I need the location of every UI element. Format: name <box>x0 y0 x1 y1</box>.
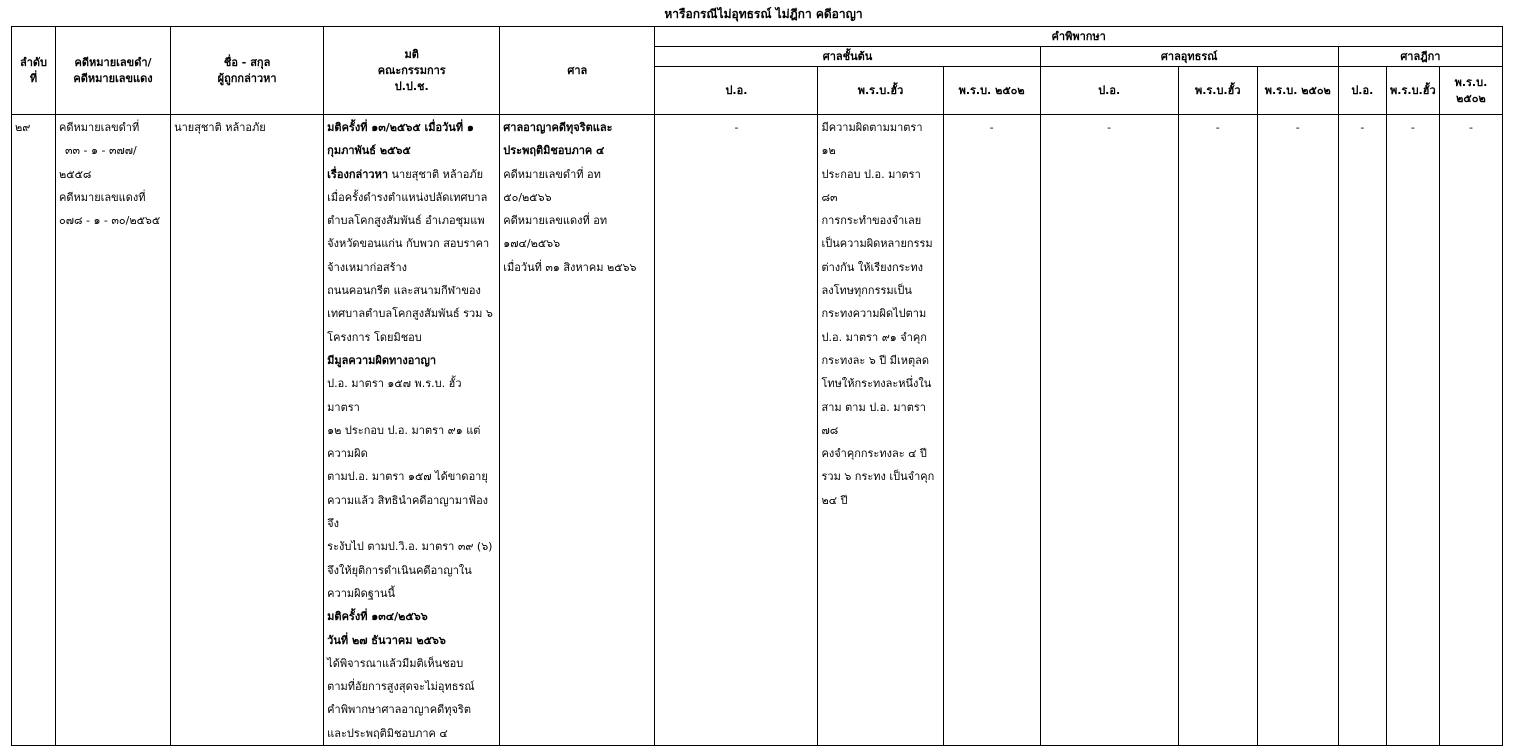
court-line-text: ๑๗๔/๒๕๖๖ <box>503 237 561 251</box>
header-resolution-line-2: คณะกรรมการ <box>377 63 446 77</box>
resolution-line-text: ความผิดฐานนี้ <box>327 586 396 600</box>
header-supreme-prb-2502 <box>1439 67 1502 115</box>
resolution-line <box>327 465 496 488</box>
first-prb-hua-line-text: เป็นความผิดหลายกรรม <box>821 237 933 251</box>
first-prb-hua-line <box>821 116 939 163</box>
resolution-line-text: ความแล้ว สิทธินำคดีอาญามาฟ้องจึง <box>327 493 489 531</box>
court-line-text: คดีหมายเลขดำที่ อท <box>503 167 601 181</box>
header-appeal-prb-hua: พ.ร.บ.ฮั้ว <box>1178 67 1257 115</box>
header-supreme-prb-hua: พ.ร.บ.ฮั้ว <box>1386 67 1439 115</box>
case-no-line <box>59 139 167 162</box>
first-prb-hua-line-text: ๒๔ ปี <box>821 493 848 507</box>
resolution-line <box>327 722 496 745</box>
header-name <box>171 27 324 115</box>
resolution-line <box>327 139 496 162</box>
first-prb-hua-line <box>821 256 939 279</box>
first-prb-hua-line-text: ลงโทษทุกกรรมเป็น <box>821 284 912 298</box>
first-prb-hua-line <box>821 442 939 465</box>
cell-first-po: - <box>655 115 818 746</box>
first-prb-hua-line-text: ประกอบ ป.อ. มาตรา ๘๓ <box>821 167 921 204</box>
first-prb-hua-line <box>821 279 939 302</box>
resolution-line <box>327 209 496 232</box>
header-appeal-court: ศาลอุทธรณ์ <box>1040 47 1338 67</box>
resolution-line-text: มติครั้งที่ ๑๓/๒๕๖๕ เมื่อวันที่ ๑ <box>327 121 474 134</box>
cell-court <box>500 115 655 746</box>
first-prb-hua-line-text: มีความผิดตามมาตรา ๑๒ <box>821 121 923 158</box>
header-supreme-prb-2502-line-2: ๒๕๐๒ <box>1456 91 1486 105</box>
header-supreme-court: ศาลฎีกา <box>1338 47 1502 67</box>
resolution-line-text: ๑๒ ประกอบ ป.อ. มาตรา ๙๑ แต่ <box>327 423 481 437</box>
cell-supreme-prb-2502: - <box>1439 115 1502 746</box>
header-name-line-1: ชื่อ - สกุล <box>223 55 271 69</box>
resolution-line <box>327 582 496 605</box>
resolution-line-text: และประพฤติมิชอบภาค ๔ <box>327 726 448 740</box>
header-judgment: คำพิพากษา <box>655 27 1503 47</box>
first-prb-hua-line-text: กระทงละ ๖ ปี มีเหตุลด <box>821 353 929 367</box>
cell-case-no <box>56 115 171 746</box>
header-supreme-prb-2502-line-1: พ.ร.บ. <box>1454 75 1488 89</box>
header-case-no-line-2: คดีหมายเลขแดง <box>73 71 153 85</box>
first-prb-hua-line <box>821 326 939 349</box>
resolution-line <box>327 675 496 698</box>
header-resolution-line-3: ป.ป.ช. <box>394 79 429 93</box>
first-prb-hua-line-text: ต่างกัน ให้เรียงกระทง <box>821 260 924 274</box>
header-appeal-prb-2502: พ.ร.บ. ๒๕๐๒ <box>1257 67 1338 115</box>
case-no-line-text: คดีหมายเลขแดงที่ <box>59 190 146 204</box>
resolution-line <box>327 163 496 186</box>
resolution-line-text: วันที่ ๒๗ ธันวาคม ๒๕๖๖ <box>327 633 446 647</box>
resolution-line <box>327 372 496 419</box>
resolution-line-text: มีมูลความผิดทางอาญา <box>327 353 437 367</box>
header-first-prb-hua: พ.ร.บ.ฮั้ว <box>818 67 943 115</box>
resolution-line-text: เมื่อครั้งดำรงตำแหน่งปลัดเทศบาล <box>327 190 488 204</box>
resolution-line-text: เทศบาลตำบลโคกสูงสัมพันธ์ รวม ๖ <box>327 307 493 321</box>
header-resolution-line-1: มติ <box>404 47 419 61</box>
resolution-line <box>327 629 496 652</box>
resolution-line <box>327 489 496 536</box>
cell-seq: ๒๙ <box>12 115 56 746</box>
case-no-line-text: คดีหมายเลขดำที่ <box>59 121 140 134</box>
header-resolution <box>324 27 500 115</box>
resolution-line-text: ป.อ. มาตรา ๑๕๗ พ.ร.บ. ฮั้ว มาตรา <box>327 377 462 414</box>
resolution-line-text: ตำบลโคกสูงสัมพันธ์ อำเภอชุมแพ <box>327 214 485 228</box>
first-prb-hua-line-text: สาม ตาม ป.อ. มาตรา ๗๘ <box>821 400 926 437</box>
court-line <box>503 186 651 209</box>
header-court: ศาล <box>500 27 655 115</box>
cell-appeal-prb-2502: - <box>1257 115 1338 746</box>
first-prb-hua-line-text: รวม ๖ กระทง เป็นจำคุก <box>821 470 935 484</box>
header-first-prb-2502: พ.ร.บ. ๒๕๐๒ <box>943 67 1040 115</box>
resolution-line <box>327 232 496 255</box>
header-seq-line-2: ที่ <box>29 71 38 85</box>
resolution-line <box>327 419 496 442</box>
resolution-line-text: จ้างเหมาก่อสร้าง <box>327 260 408 274</box>
case-no-line-text: ๓๓ - ๑ - ๓๗๗/ <box>65 144 137 158</box>
court-line <box>503 163 651 186</box>
case-no-line <box>59 186 167 209</box>
resolution-line <box>327 605 496 628</box>
header-appeal-po: ป.อ. <box>1040 67 1178 115</box>
cell-first-prb-2502: - <box>943 115 1040 746</box>
resolution-line-rest: นายสุชาติ หล้าอภัย <box>388 167 484 181</box>
page-title: หารือกรณีไม่อุทธรณ์ ไม่ฎีกา คดีอาญา <box>664 7 863 21</box>
first-prb-hua-line <box>821 465 939 488</box>
resolution-line-text: เรื่องกล่าวหา <box>327 167 388 181</box>
cell-supreme-po: - <box>1338 115 1386 746</box>
first-prb-hua-line <box>821 396 939 443</box>
resolution-line-text: ระงับไป ตามป.วิ.อ. มาตรา ๓๙ (๖) <box>327 540 493 554</box>
resolution-line-text: ความผิด <box>327 447 368 461</box>
court-line <box>503 209 651 232</box>
resolution-line-text: ตามที่อัยการสูงสุดจะไม่อุทธรณ์ <box>327 680 475 694</box>
first-prb-hua-line <box>821 302 939 325</box>
header-seq <box>12 27 56 115</box>
first-prb-hua-line-text: การกระทำของจำเลย <box>821 214 922 228</box>
header-case-no <box>56 27 171 115</box>
resolution-line <box>327 186 496 209</box>
case-no-line <box>59 116 167 139</box>
first-prb-hua-line <box>821 372 939 395</box>
cell-resolution <box>324 115 500 746</box>
header-row-1 <box>12 27 1503 47</box>
court-line <box>503 116 651 139</box>
header-case-no-line-1: คดีหมายเลขดำ/ <box>74 55 152 69</box>
case-no-line-text: ๒๕๕๘ <box>59 167 92 181</box>
court-line-text: เมื่อวันที่ ๓๑ สิงหาคม ๒๕๖๖ <box>503 260 637 274</box>
court-line-text: คดีหมายเลขแดงที่ อท <box>503 214 608 228</box>
first-prb-hua-line <box>821 163 939 210</box>
header-supreme-po: ป.อ. <box>1338 67 1386 115</box>
resolution-line-text: ตามป.อ. มาตรา ๑๕๗ ได้ขาดอายุ <box>327 470 488 484</box>
resolution-line <box>327 442 496 465</box>
resolution-line-text: โครงการ โดยมิชอบ <box>327 330 422 344</box>
resolution-line <box>327 302 496 325</box>
resolution-line <box>327 326 496 349</box>
resolution-line <box>327 116 496 139</box>
first-prb-hua-line <box>821 209 939 232</box>
court-line-text: ประพฤติมิชอบภาค ๔ <box>503 144 605 158</box>
cell-appeal-po: - <box>1040 115 1178 746</box>
resolution-line <box>327 279 496 302</box>
resolution-line <box>327 698 496 721</box>
resolution-line-text: กุมภาพันธ์ ๒๕๖๕ <box>327 144 411 158</box>
cell-supreme-prb-hua: - <box>1386 115 1439 746</box>
header-first-court: ศาลชั้นต้น <box>655 47 1040 67</box>
header-name-line-2: ผู้ถูกกล่าวหา <box>217 71 277 85</box>
resolution-line <box>327 652 496 675</box>
first-prb-hua-line-text: ป.อ. มาตรา ๙๑ จำคุก <box>821 330 927 344</box>
resolution-line <box>327 349 496 372</box>
resolution-line-text: จังหวัดขอนแก่น กับพวก สอบราคา <box>327 237 490 251</box>
header-first-po: ป.อ. <box>655 67 818 115</box>
first-prb-hua-line <box>821 232 939 255</box>
court-line <box>503 256 651 279</box>
case-no-line <box>59 209 167 232</box>
court-line-text: ศาลอาญาคดีทุจริตและ <box>503 121 613 134</box>
resolution-line <box>327 256 496 279</box>
case-no-line <box>59 163 167 186</box>
court-line <box>503 139 651 162</box>
cell-appeal-prb-hua: - <box>1178 115 1257 746</box>
first-prb-hua-line <box>821 349 939 372</box>
resolution-line-text: มติครั้งที่ ๑๓๔/๒๕๖๖ <box>327 610 428 624</box>
first-prb-hua-line-text: โทษให้กระทงละหนึ่งใน <box>821 377 932 391</box>
case-no-line-text: ๐๗๘ - ๑ - ๓๐/๒๕๖๕ <box>59 214 161 228</box>
case-table <box>11 26 1503 746</box>
cell-name: นายสุชาติ หล้าอภัย <box>171 115 324 746</box>
resolution-line-text: ได้พิจารณาแล้วมีมติเห็นชอบ <box>327 656 464 670</box>
resolution-line-text: คำพิพากษาศาลอาญาคดีทุจริต <box>327 703 471 717</box>
first-prb-hua-line <box>821 489 939 512</box>
court-line-text: ๕๐/๒๕๖๖ <box>503 190 552 204</box>
header-seq-line-1: ลำดับ <box>19 55 48 69</box>
resolution-line-text: จึงให้ยุติการดำเนินคดีอาญาใน <box>327 563 472 577</box>
table-row <box>12 115 1503 746</box>
resolution-line <box>327 559 496 582</box>
resolution-line-text: ถนนคอนกรีต และสนามกีฬาของ <box>327 284 481 298</box>
cell-first-prb-hua <box>818 115 943 746</box>
first-prb-hua-line-text: คงจำคุกกระทงละ ๔ ปี <box>821 447 927 461</box>
first-prb-hua-line-text: กระทงความผิดไปตาม <box>821 307 927 321</box>
court-line <box>503 232 651 255</box>
resolution-line <box>327 535 496 558</box>
